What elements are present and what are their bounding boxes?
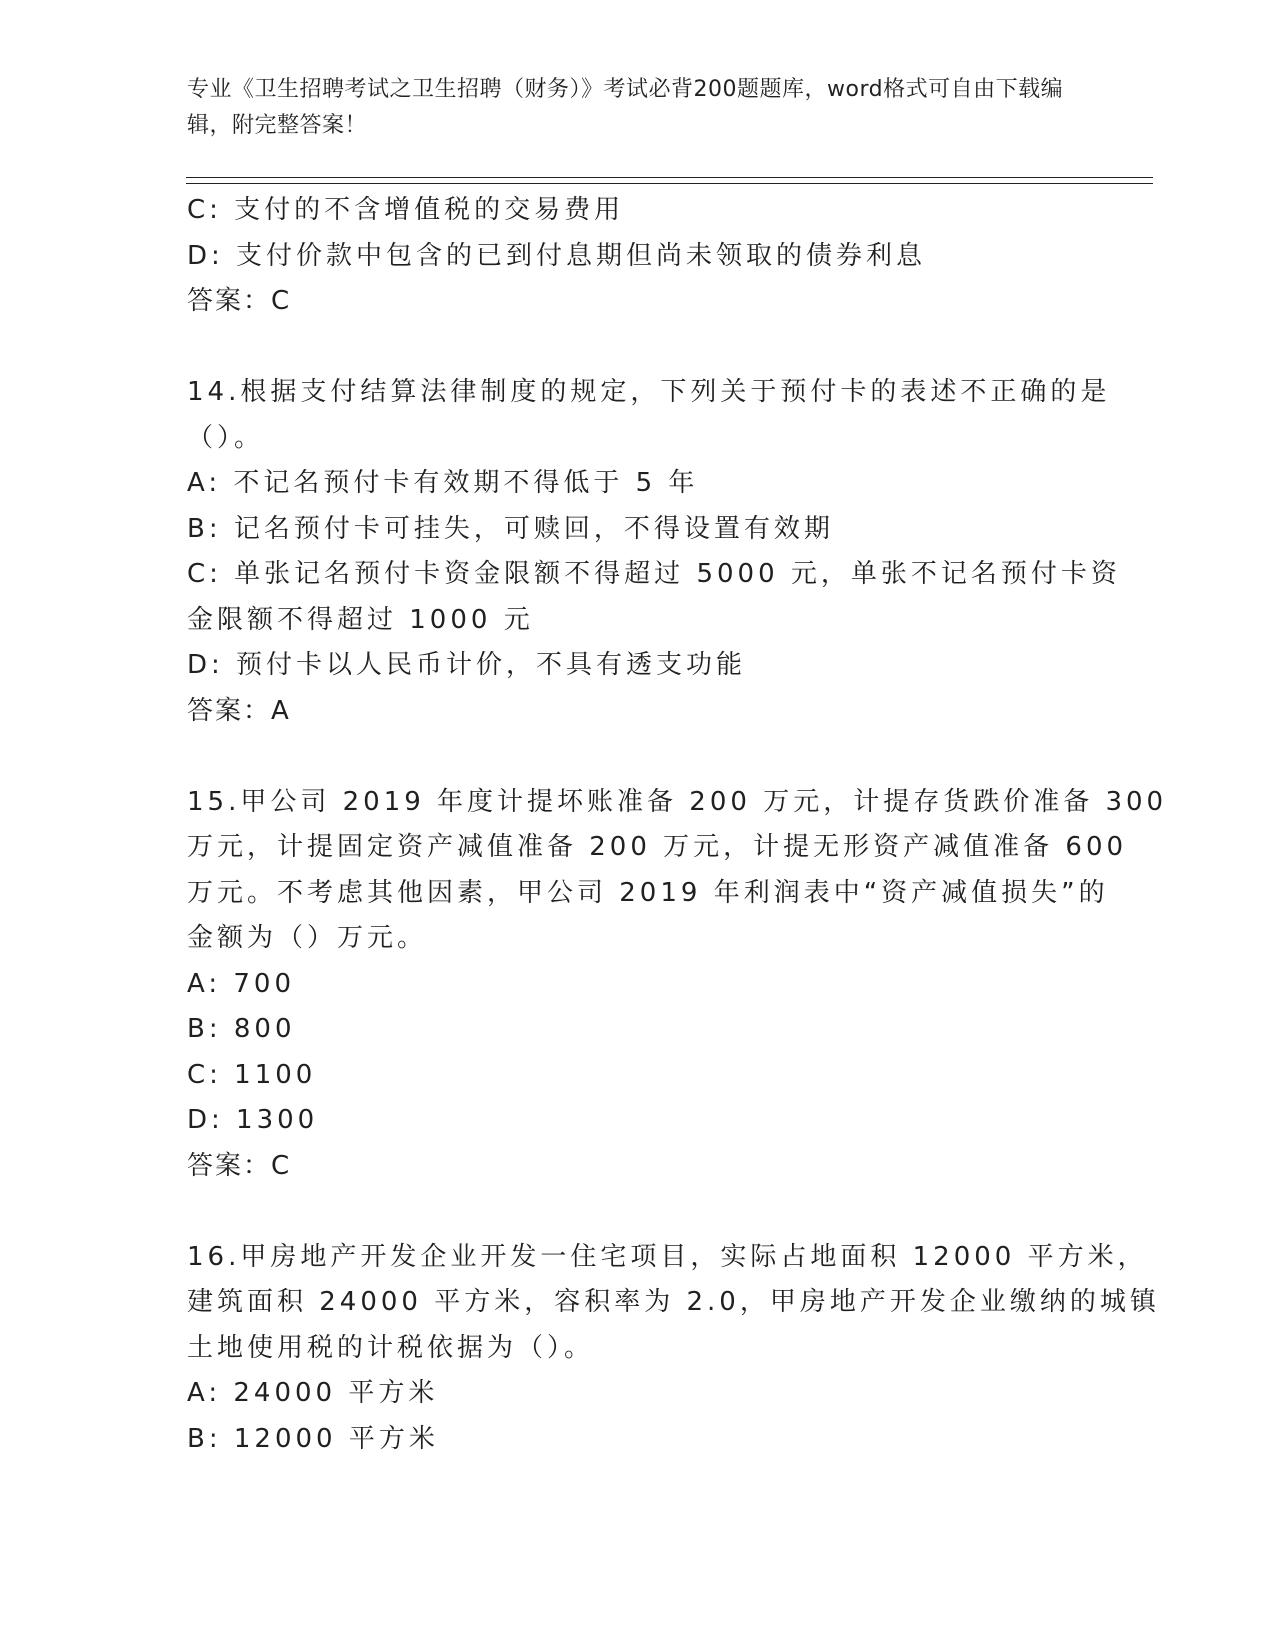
option-line: B: 记名预付卡可挂失，可赎回，不得设置有效期 (187, 513, 834, 544)
option-line: B: 12000 平方米 (187, 1423, 439, 1454)
question-text-line: （）。 (187, 422, 265, 453)
question-block (187, 370, 1121, 780)
answer-line: 答案：C (187, 286, 292, 316)
answer-line: 答案：A (187, 695, 291, 726)
question-text-line: 土地使用税的计税依据为（）。 (187, 1332, 595, 1363)
option-line: A: 24000 平方米 (187, 1378, 439, 1408)
question-list (187, 188, 1168, 1462)
option-line: 金限额不得超过 1000 元 (187, 604, 534, 635)
question-text-line: 16.甲房地产开发企业开发一住宅项目，实际占地面积 12000 平方米， (187, 1241, 1148, 1272)
block-spacer (187, 734, 1087, 780)
option-line: D: 支付价款中包含的已到付息期但尚未领取的债券利息 (187, 240, 927, 271)
question-block (187, 780, 1168, 1235)
question-text-line: 14.根据支付结算法律制度的规定，下列关于预付卡的表述不正确的是 (187, 377, 1111, 407)
option-line: D: 1300 (187, 1105, 319, 1135)
block-spacer (187, 1189, 1087, 1235)
option-line: C: 支付的不含增值税的交易费用 (187, 195, 625, 225)
option-line: B: 800 (187, 1014, 296, 1044)
document-header: 专业《卫生招聘考试之卫生招聘（财务）》考试必背200题题库，word格式可自由下载编辑，附完整答案！ (187, 77, 1064, 138)
answer-line: 答案：C (187, 1150, 292, 1181)
option-line: A: 700 (187, 968, 295, 999)
option-line: C: 1100 (187, 1059, 317, 1090)
option-line: D: 预付卡以人民币计价，不具有透支功能 (187, 650, 747, 680)
question-block (187, 1235, 1160, 1463)
question-text-line: 万元，计提固定资产减值准备 200 万元，计提无形资产减值准备 600 (187, 832, 1128, 862)
block-spacer (187, 325, 1087, 371)
question-tail-block (187, 188, 1087, 370)
question-text-line: 金额为（）万元。 (187, 923, 428, 953)
header-divider-top (186, 177, 1153, 178)
header-divider-bottom (186, 183, 1153, 184)
question-text-line: 15.甲公司 2019 年度计提坏账准备 200 万元，计提存货跌价准备 300 (187, 786, 1168, 817)
question-text-line: 建筑面积 24000 平方米，容积率为 2.0，甲房地产开发企业缴纳的城镇 (187, 1287, 1160, 1317)
option-line: A: 不记名预付卡有效期不得低于 5 年 (187, 468, 699, 498)
question-text-line: 万元。不考虑其他因素，甲公司 2019 年利润表中“资产减值损失”的 (187, 877, 1109, 908)
option-line: C: 单张记名预付卡资金限额不得超过 5000 元，单张不记名预付卡资 (187, 559, 1121, 589)
